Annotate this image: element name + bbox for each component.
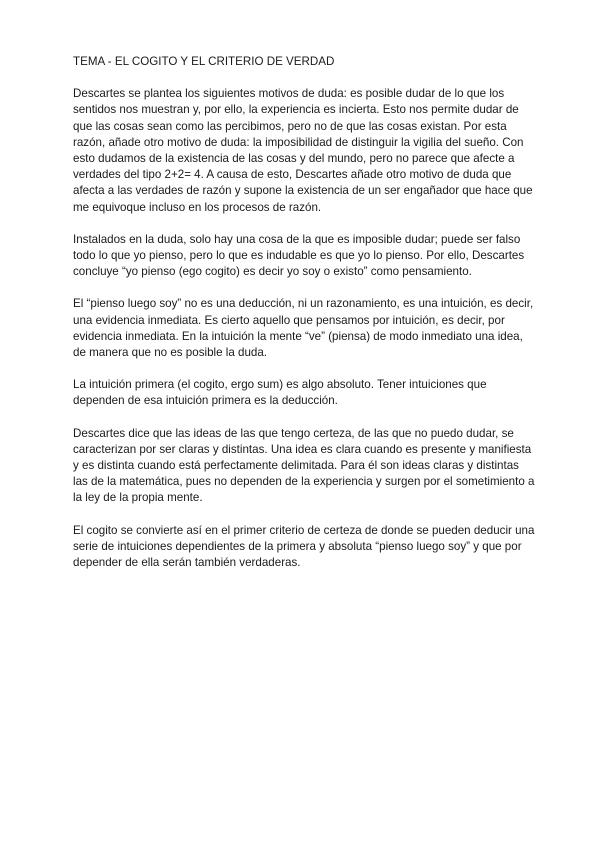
paragraph-motivos-de-duda: Descartes se plantea los siguientes motivos de duda: es posible dudar de lo que los sentidos nos muestran y, por ello, la experiencia es incierta. Esto nos permite dudar de que las cosas sean como las percibimos, pero no de que las cosas existan. Por esta razón, añade otro motivo de duda: la imposibilidad de distinguir la vigilia del sueño. Con esto dudamos de la existencia de las cosas y del mundo, pero no parece que afecte a verdades del tipo 2+2= 4. A causa de esto, Descartes añade otro motivo de duda que afecta a las verdades de razón y supone la existencia de un ser engañador que hace que me equivoque incluso en los procesos de razón. [73,87,533,214]
document-title: TEMA - EL COGITO Y EL CRITERIO DE VERDAD [73,55,335,68]
paragraph-cogito: Instalados en la duda, solo hay una cosa de la que es imposible dudar; puede ser falso todo lo que yo pienso, pero lo que es indudable es que yo lo pienso. Por ello, Descartes concluye “yo pienso (ego cogito) es decir yo soy o existo” como pensamiento. [73,232,525,279]
paragraph-intuicion: El “pienso luego soy” no es una deducción, ni un razonamiento, es una intuición, es decir, una evidencia inmediata. Es cierto aquello que pensamos por intuición, es decir, por evidencia inmediata. En la intuición la mente “ve” (piensa) de modo inmediato una idea, de manera que no es posible la duda. [73,297,534,360]
paragraph-criterio-certeza: El cogito se convierte así en el primer criterio de certeza de donde se pueden deducir una serie de intuiciones dependientes de la primera y absoluta “pienso luego soy” y que por depender de ella serán también verdaderas. [73,523,535,570]
paragraph-intuicion-primera: La intuición primera (el cogito, ergo sum) es algo absoluto. Tener intuiciones que dependen de esa intuición primera es la deducción. [73,378,487,408]
paragraph-ideas-claras-distintas: Descartes dice que las ideas de las que tengo certeza, de las que no puedo dudar, se caracterizan por ser claras y distintas. Una idea es clara cuando es presente y manifiesta y es distinta cuando está perfectamente delimitada. Para él son ideas claras y distintas las de la matemática, pues no dependen de la experiencia y surgen por el sometimiento a la ley de la propia mente. [73,426,535,505]
document-page [73,54,535,587]
